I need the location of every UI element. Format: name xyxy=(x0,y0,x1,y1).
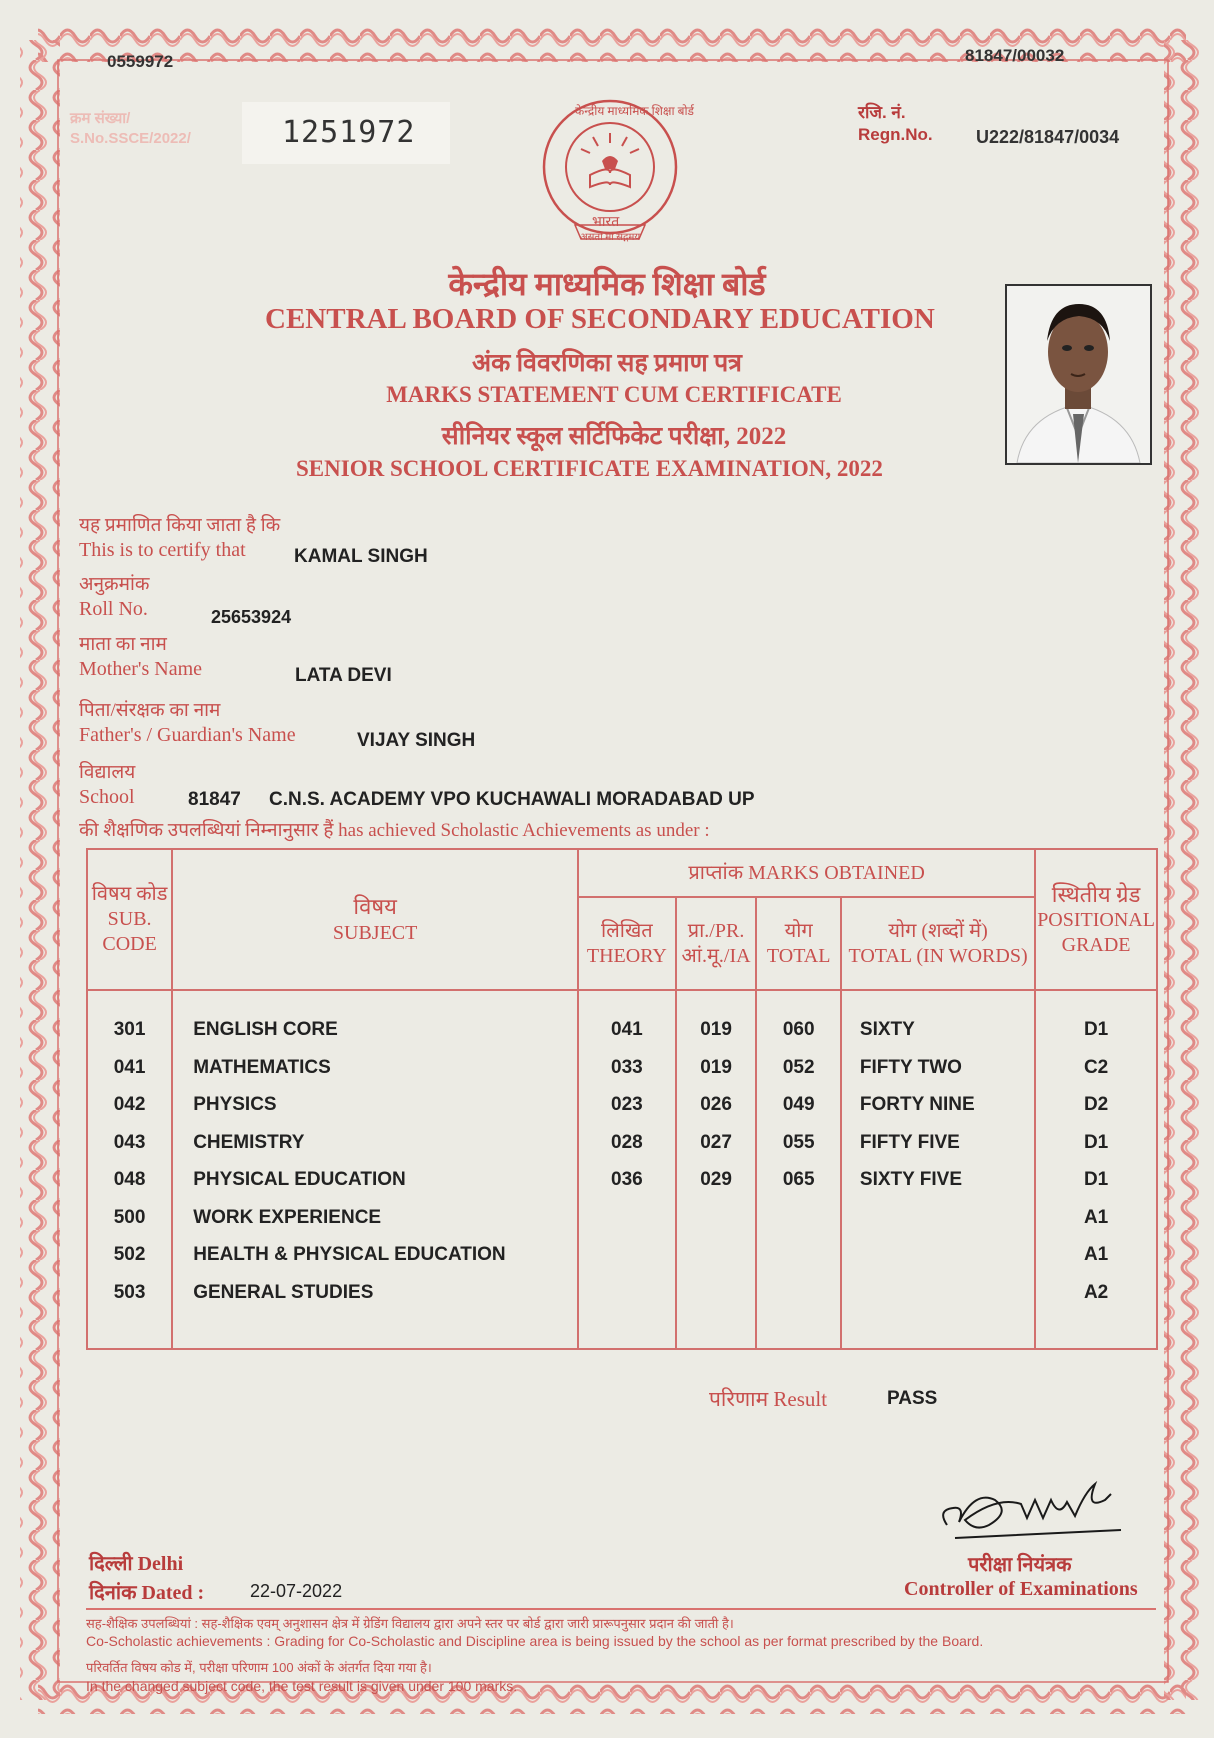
table-cell xyxy=(758,1274,838,1312)
roll-number: 25653924 xyxy=(211,607,292,627)
table-cell: 048 xyxy=(113,1169,146,1190)
document-title-hindi: अंक विवरणिका सह प्रमाण पत्र xyxy=(472,350,742,377)
table-cell: 019 xyxy=(700,1019,732,1040)
table-cell: 027 xyxy=(700,1131,732,1153)
table-cell: 049 xyxy=(782,1094,815,1115)
exam-title-hindi: सीनियर स्कूल सर्टिफिकेट परीक्षा, 2022 xyxy=(441,423,787,450)
table-cell: A2 xyxy=(1083,1281,1109,1303)
achievement-statement xyxy=(79,816,710,842)
table-cell: 019 xyxy=(700,1056,732,1078)
table-cell xyxy=(580,1236,674,1274)
table-cell: 043 xyxy=(113,1131,146,1153)
date-value: 22-07-2022 xyxy=(250,1581,343,1601)
table-cell: 041 xyxy=(113,1056,146,1078)
table-cell: CHEMISTRY xyxy=(193,1131,305,1153)
school-label: School xyxy=(79,786,135,808)
footnote-en-1: Co-Scholastic achievements : Grading for Co-Scholastic and Discipline area is being issued by the school as per format prescribed by the Board. xyxy=(86,1633,984,1649)
col-code-header: विषय कोड SUB. CODE xyxy=(87,849,172,990)
dated-label: दिनांक Dated : xyxy=(89,1582,205,1604)
mother-label: Mother's Name xyxy=(79,658,203,680)
footnote-hindi-2: परिवर्तित विषय कोड में, परीक्षा परिणाम 100 अंकों के अंतर्गत दिया गया है। xyxy=(86,1660,432,1675)
table-cell: SIXTY FIVE xyxy=(859,1169,962,1190)
table-cell: D2 xyxy=(1083,1094,1109,1115)
subject-column xyxy=(172,990,578,1349)
table-cell xyxy=(678,1199,755,1237)
footnote-hindi-1: सह-शैक्षिक उपलब्धियां : सह-शैक्षिक एवम् अनुशासन क्षेत्र में ग्रेडिंग विद्यालय द्वारा अपने स्तर पर बोर्ड द्वारा जारी प्रारूपनुसार प्रदान की जाती है। xyxy=(86,1616,734,1631)
serial-label: S.No.SSCE/2022/ xyxy=(70,130,191,147)
certify-label-hindi: यह प्रमाणित किया जाता है कि xyxy=(79,515,281,536)
table-cell: 055 xyxy=(782,1131,815,1153)
footnote-divider xyxy=(86,1608,1156,1610)
table-cell xyxy=(860,1274,1033,1312)
table-cell: GENERAL STUDIES xyxy=(193,1281,374,1303)
controller-title: Controller of Examinations xyxy=(904,1578,1138,1600)
seal-ring-text: केन्द्रीय माध्यमिक शिक्षा बोर्ड xyxy=(575,104,694,118)
table-cell xyxy=(678,1236,755,1274)
practical-column xyxy=(676,990,757,1349)
table-cell: 502 xyxy=(113,1244,146,1265)
theory-column xyxy=(578,990,676,1349)
father-label: Father's / Guardian's Name xyxy=(79,724,296,746)
table-cell xyxy=(758,1199,838,1237)
table-cell: 026 xyxy=(700,1094,732,1115)
table-cell: 052 xyxy=(782,1056,815,1078)
col-subject-header: विषय SUBJECT xyxy=(172,849,578,990)
board-name: CENTRAL BOARD OF SECONDARY EDUCATION xyxy=(265,303,935,335)
school-name: C.N.S. ACADEMY VPO KUCHAWALI MORADABAD UP xyxy=(269,789,755,810)
controller-hindi: परीक्षा नियंत्रक xyxy=(968,1554,1072,1576)
table-cell: 023 xyxy=(611,1094,643,1115)
table-cell: 033 xyxy=(611,1056,643,1078)
candidate-photo xyxy=(1005,284,1152,465)
document-title: MARKS STATEMENT CUM CERTIFICATE xyxy=(386,382,842,407)
table-cell xyxy=(580,1274,674,1312)
mother-label-hindi: माता का नाम xyxy=(79,634,167,655)
table-cell: ENGLISH CORE xyxy=(193,1019,338,1040)
table-cell: WORK EXPERIENCE xyxy=(193,1206,382,1228)
table-cell: D1 xyxy=(1083,1019,1109,1040)
table-cell: 503 xyxy=(113,1281,146,1303)
regn-number: U222/81847/0034 xyxy=(976,127,1120,147)
table-cell: 042 xyxy=(113,1094,146,1115)
marks-table xyxy=(86,848,1158,1350)
top-right-number: 81847/00032 xyxy=(965,46,1065,65)
table-cell: A1 xyxy=(1083,1244,1109,1265)
table-cell: D1 xyxy=(1083,1131,1109,1153)
col-practical-header: प्रा./PR. आं.मू./IA xyxy=(676,897,757,990)
marks-obtained-header: प्राप्तांक MARKS OBTAINED xyxy=(578,849,1035,897)
regn-label: Regn.No. xyxy=(858,125,933,144)
father-name: VIJAY SINGH xyxy=(357,730,476,751)
table-cell: 065 xyxy=(782,1169,815,1190)
certify-label: This is to certify that xyxy=(79,539,246,561)
serial-label-hindi: क्रम संख्या/ xyxy=(70,110,131,127)
col-theory-header: लिखित THEORY xyxy=(578,897,676,990)
table-cell: A1 xyxy=(1083,1206,1109,1228)
table-cell: FORTY NINE xyxy=(859,1094,975,1115)
result-value: PASS xyxy=(887,1388,938,1409)
achievement-hindi: की शैक्षणिक उपलब्धियां निम्नानुसार हैं xyxy=(79,820,334,841)
col-words-header: योग (शब्दों में) TOTAL (IN WORDS) xyxy=(841,897,1035,990)
col-grade-header: स्थितीय ग्रेड POSITIONAL GRADE xyxy=(1035,849,1157,990)
exam-title: SENIOR SCHOOL CERTIFICATE EXAMINATION, 2022 xyxy=(296,456,883,481)
table-cell: SIXTY xyxy=(859,1019,915,1040)
table-cell: 301 xyxy=(113,1019,146,1040)
school-label-hindi: विद्यालय xyxy=(79,762,136,783)
student-name: KAMAL SINGH xyxy=(294,546,428,567)
table-cell: PHYSICS xyxy=(193,1094,277,1115)
regn-label-hindi: रजि. नं. xyxy=(858,103,906,122)
table-cell: PHYSICAL EDUCATION xyxy=(193,1169,406,1190)
table-cell: C2 xyxy=(1083,1056,1109,1078)
table-cell: D1 xyxy=(1083,1169,1109,1190)
table-cell: 060 xyxy=(782,1019,815,1040)
place: दिल्ली Delhi xyxy=(89,1553,184,1575)
signature xyxy=(935,1470,1145,1550)
footnote-en-2: In the changed subject code, the test result is given under 100 marks. xyxy=(86,1678,518,1694)
code-column xyxy=(87,990,172,1349)
father-label-hindi: पिता/संरक्षक का नाम xyxy=(79,700,221,721)
table-cell: 500 xyxy=(113,1206,146,1228)
total-column xyxy=(756,990,840,1349)
serial-number: 1251972 xyxy=(242,102,450,164)
roll-label-hindi: अनुक्रमांक xyxy=(79,574,150,595)
roll-label: Roll No. xyxy=(79,598,148,620)
table-cell: 029 xyxy=(700,1169,732,1190)
table-cell: HEALTH & PHYSICAL EDUCATION xyxy=(193,1244,506,1265)
mother-name: LATA DEVI xyxy=(295,665,392,686)
table-cell: MATHEMATICS xyxy=(193,1056,331,1078)
table-cell: 041 xyxy=(611,1019,643,1040)
achievement-en: has achieved Scholastic Achievements as under : xyxy=(338,820,710,841)
table-cell xyxy=(580,1199,674,1237)
grade-column xyxy=(1035,990,1157,1349)
school-code: 81847 xyxy=(188,789,241,810)
result-label: परिणाम Result xyxy=(709,1387,828,1411)
seal-motto: असतो मा सद्गमय xyxy=(580,232,641,243)
table-cell xyxy=(860,1236,1033,1274)
table-cell xyxy=(860,1199,1033,1237)
board-name-hindi: केन्द्रीय माध्यमिक शिक्षा बोर्ड xyxy=(448,266,766,302)
seal-bottom-text: भारत xyxy=(592,215,620,230)
table-cell xyxy=(758,1236,838,1274)
col-total-header: योग TOTAL xyxy=(756,897,840,990)
table-cell: FIFTY FIVE xyxy=(859,1131,960,1153)
table-cell: 036 xyxy=(611,1169,643,1190)
table-cell xyxy=(678,1274,755,1312)
table-cell: 028 xyxy=(611,1131,643,1153)
table-cell: FIFTY TWO xyxy=(859,1056,962,1078)
top-left-number: 0559972 xyxy=(107,52,174,71)
words-column xyxy=(841,990,1035,1349)
